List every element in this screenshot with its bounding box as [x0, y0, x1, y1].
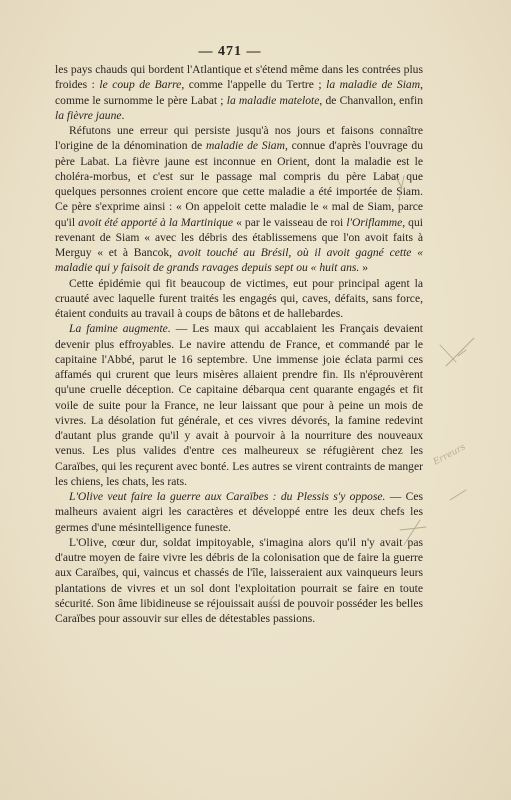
- body-text: [55, 62, 423, 626]
- italic-text: le coup de Barre: [99, 78, 182, 92]
- paragraph: [55, 123, 423, 276]
- margin-tick-mark: [450, 490, 466, 500]
- text-run: Cette épidémie qui fit beaucoup de victimes, eut pour principal agent la cruauté avec laquelle furent traités les engagés qui, caves, défaits, sans force, étaient conduits au travail à coups de bâtons et de hallebardes.: [55, 276, 423, 320]
- text-run: Réfutons une erreur qui persiste jusqu'à nos jours et faisons connaître l'origine de la dénomination de: [55, 124, 423, 153]
- paragraph: [55, 489, 423, 535]
- paragraph: [55, 321, 423, 489]
- text-run: »: [359, 261, 369, 275]
- text-run: — Ces malheurs avaient aigri les caractères et développé entre les deux chefs les germes d'une mésintelligence funeste.: [55, 490, 424, 534]
- text-run: L'Olive, cœur dur, soldat impitoyable, s'imagina alors qu'il n'y avait pas d'autre moyen de faire vivre les débris de la colonisation que de faire la guerre aux Caraïbes, qui, vaincus et chassés de l'île, laisseraient aux vainqueurs leurs plantations de vivres et un sol dont l'exploitation pourrait se faire en toute sécurité. Son âme libidineuse se réjouissait aussi de pouvoir posséder les belles Caraïbes pour assouvir sur elles de détestables passions.: [55, 535, 423, 625]
- italic-text: La famine augmente.: [69, 322, 171, 336]
- text-run: les pays chauds qui bordent l'Atlantique et s'étend même dans les contrées plus froides :: [55, 63, 423, 92]
- italic-text: la maladie matelote: [226, 93, 320, 107]
- italic-text: la maladie de Siam: [326, 78, 421, 92]
- page-number: — 471 —: [198, 44, 262, 59]
- text-run: .: [121, 108, 125, 122]
- text-run: , connue d'après l'ouvrage du père Labat. La fièvre jaune est inconnue en Orient, dont la maladie est le choléra-morbus, et c'est sur le passage mal compris du père Labat que quelques personnes croient encore que cette maladie a été importée de Siam. Ce père s'exprime ainsi : « On appeloit cette maladie le « mal de Siam, parce qu'il: [55, 139, 424, 229]
- paragraph: [55, 62, 423, 123]
- italic-text: maladie de Siam: [205, 139, 285, 153]
- text-run: , qui revenant de Siam « avec les débris des établissemens que l'on avoit faits à Merguy « et à Bancok,: [55, 215, 423, 259]
- text-run: « par le vaisseau de roi: [233, 215, 347, 229]
- text-run: , comme le surnomme le père Labat ;: [55, 78, 423, 107]
- margin-handwritten-note: Erreurs: [431, 442, 468, 468]
- italic-text: avoit été apporté à la Martinique: [78, 215, 234, 229]
- italic-text: la fièvre jaune: [55, 108, 122, 122]
- margin-tick-mark: [440, 338, 474, 366]
- text-run: , comme l'appelle du Tertre ;: [181, 78, 327, 92]
- paragraph: [55, 276, 423, 322]
- italic-text: L'Olive veut faire la guerre aux Caraïbes : du Plessis s'y oppose.: [69, 490, 386, 503]
- paragraph: [55, 535, 423, 627]
- text-run: — Les maux qui accablaient les Français devaient devenir plus effroyables. Le navire attendu de France, et commandé par le capitaine l'Abbé, parut le 16 septembre. Une immense joie éclata parmi ces affamés qui crurent que leurs misères allaient prendre fin. Ils n'éprouvèrent qu'une cruelle déception. Ce capitaine débarqua cent quarante engagés et fit voile de suite pour la France, ne leur laissant que pour à peine un mois de vivres. La désolation fut générale, et ces vivres dévorés, la famine redevint d'autant plus grande qu'il y avait à pourvoir à la nourriture des nouveaux venus. Les plus valides d'entre ces malheureux se réfugièrent chez les Caraïbes, qui les reçurent avec bonté. Les autres se virent contraints de manger les chiens, les chats, les rats.: [55, 322, 423, 488]
- text-run: , de Chanvallon, enfin: [319, 93, 423, 107]
- italic-text: avoit touché au Brésil, où il avoit gagné cette « maladie qui y faisoit de grands ravages depuis sept ou « huit ans.: [55, 246, 423, 275]
- italic-text: l'Oriflamme: [346, 215, 403, 229]
